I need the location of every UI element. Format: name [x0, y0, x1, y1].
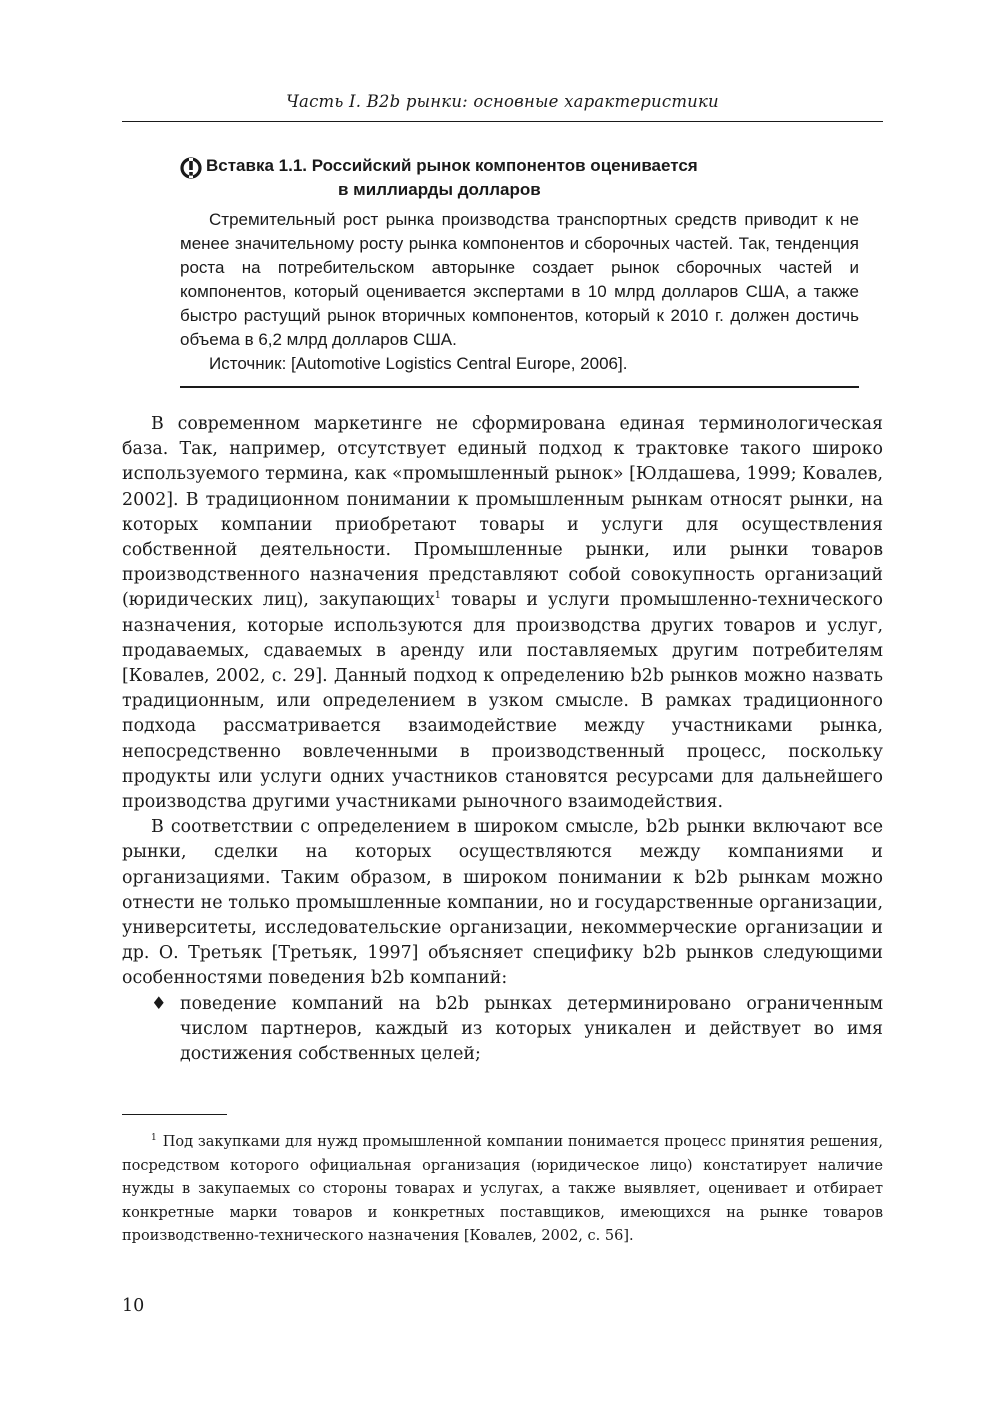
insert-title	[180, 154, 859, 202]
footnote-rule	[122, 1114, 227, 1115]
bullet-item	[122, 992, 883, 1068]
insert-title-text	[206, 154, 698, 202]
insert-title-line2: в миллиарды долларов	[338, 180, 541, 199]
bullet-item-text: поведение компаний на b2b рынках детерминировано ограниченным числом партнеров, каждый из которых уникален и действует во имя достижения собственных целей;	[180, 993, 883, 1065]
running-head: Часть I. B2b рынки: основные характеристики	[286, 92, 719, 111]
insert-body	[180, 208, 859, 376]
paragraph-1-part1: В современном маркетинге не сформирована единая терминологическая база. Так, например, отсутствует единый подход к трактовке такого широко используемого термина, как «промышленный рынок» [Юлдашева, 1999; Ковалев, 2002]. В традиционном понимании к промышленным рынкам относят рынки, на которых компании приобретают товары и услуги для осуществления собственной деятельности. Промышленные рынки, или рынки товаров производственного назначения представляют собой совокупность организаций (юридических лиц), закупающих	[122, 414, 883, 611]
header-rule	[122, 121, 883, 122]
insert-title-line1: Вставка 1.1. Российский рынок компонентов оценивается	[206, 156, 698, 175]
insert-paragraph: Стремительный рост рынка производства транспортных средств приводит к не менее значительному росту рынка компонентов и сборочных частей. Так, тенденция роста на потребительском авторынке создает рынок сборочных частей и компонентов, который оценивается экспертами в 10 млрд долларов США, а также быстро растущий рынок вторичных компонентов, который к 2010 г. должен достичь объема в 6,2 млрд долларов США.	[180, 210, 859, 349]
paragraph-1	[122, 412, 883, 815]
main-text	[122, 412, 883, 1067]
insert-bottom-rule	[180, 386, 859, 388]
insert-source: Источник: [Automotive Logistics Central Europe, 2006].	[209, 354, 628, 373]
paragraph-2: В соответствии с определением в широком смысле, b2b рынки включают все рынки, сделки на которых осуществляются между компаниями и организациями. Таким образом, в широком понимании к b2b рынкам можно отнести не только промышленные компании, но и государственные организации, университеты, исследовательские организации, некоммерческие организации и др. О. Третьяк [Третьяк, 1997] объясняет специфику b2b рынков следующими особенностями поведения b2b компаний:	[122, 817, 883, 989]
page-number: 10	[122, 1296, 145, 1316]
diamond-bullet-icon: ♦	[151, 993, 167, 1014]
paragraph-1-part2: товары и услуги промышленно-технического назначения, которые используются для производства других товаров и услуг, продаваемых, сдаваемых в аренду или поставляемых другим потребителям [Ковалев, 2002, с. 29]. Данный подход к определению b2b рынков можно назвать традиционным, или определением в узком смысле. В рамках традиционного подхода рассматривается взаимодействие между участниками рынка, непосредственно вовлеченными в производственный процесс, поскольку продукты или услуги одних участников становятся ресурсами для дальнейшего производства другими участниками рыночного взаимодействия.	[122, 590, 883, 813]
insert-box	[180, 154, 859, 376]
exclamation-circle-icon	[180, 154, 206, 186]
footnote-text-block	[122, 1131, 883, 1249]
footnote	[122, 1131, 883, 1249]
footnote-reference[interactable]: 1	[434, 590, 442, 602]
footnote-number: 1	[151, 1133, 157, 1144]
footnote-text: Под закупками для нужд промышленной компании понимается процесс принятия решения, посредством которого официальная организация (юридическое лицо) констатирует наличие нужды в закупаемых со стороны товарах и услугах, а также выявляет, оценивает и отбирает конкретные марки товаров и конкретных поставщиков, имеющихся на рынке товаров производственно-технического назначения [Ковалев, 2002, с. 56].	[122, 1134, 883, 1244]
